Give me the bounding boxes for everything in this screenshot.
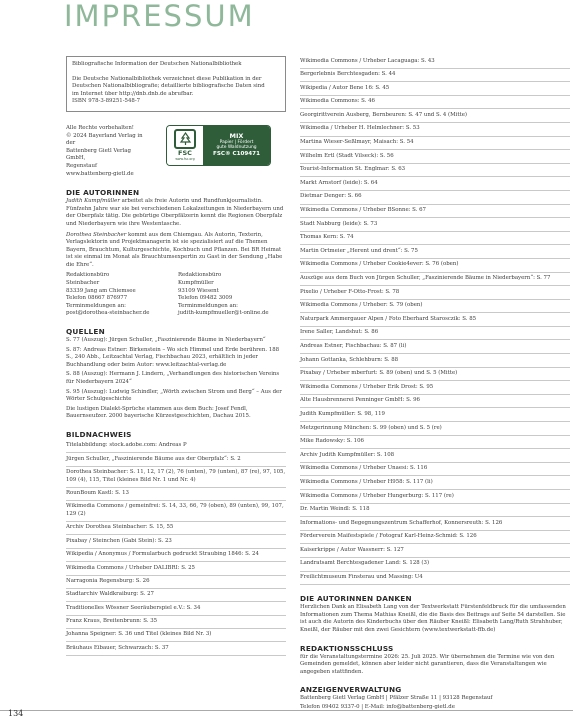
rights-row xyxy=(66,125,286,178)
publisher-city: Regenstauf xyxy=(66,162,97,169)
credit-item: Traditionelles Wössner Seeräuberspiel e.V.: S. 34 xyxy=(66,602,286,615)
credit-item: Wikimedia Commons / Urheber: S. 79 (oben) xyxy=(300,300,570,314)
page-title: IMPRESSUM xyxy=(64,0,255,33)
page-number: 134 xyxy=(8,709,24,718)
credit-item: Wikipedia / Anonymus / Formularbuch gedruckt Straubing 1846: S. 24 xyxy=(66,549,286,562)
bildnachweis-section xyxy=(66,430,286,656)
credit-item: Wikimedia Commons / Urheber Hungerburg: S. 117 (re) xyxy=(300,490,570,504)
credit-item: Wikimedia Commons / Urheber Cookie4ever: S. 76 (oben) xyxy=(300,259,570,273)
autorinnen-section xyxy=(66,188,286,318)
section-heading: QUELLEN xyxy=(66,327,105,337)
section-heading: ANZEIGENVERWALTUNG xyxy=(300,685,402,695)
credit-item: Kaiserkrippe / Autor Wassnerr: S. 127 xyxy=(300,544,570,558)
section-heading: DIE AUTORINNEN xyxy=(66,188,140,198)
credit-item: Thomas Kern: S. 74 xyxy=(300,232,570,246)
credit-item: Wikimedia Commons / Urheber Lacaguaga: S. 43 xyxy=(300,55,570,69)
credit-item: Jürgen Schuller, „Faszinierende Bäume aus der Oberpfalz“: S. 2 xyxy=(66,453,286,466)
ad-address: Battenberg Gietl Verlag GmbH | Pfälzer Straße 11 | 93128 Regenstauf xyxy=(300,695,493,702)
contact-kumpfmueller: Redaktionsbüro Kumpfmüller 93109 Wiesent Telefon 09482 3009 Terminmeldungen an: judith-kumpfmueller@t-online.de xyxy=(178,272,269,317)
fsc-url: www.fsc.org xyxy=(175,157,195,162)
credit-item: Dorothea Steinbacher: S. 11, 12, 17 (2), 76 (unten), 79 (unten), 87 (re), 97, 105, 109 (4), 115, Titel (kleines Bild Nr. 1 und Nr. 4) xyxy=(66,467,286,488)
isbn: ISBN 978-3-89251-548-7 xyxy=(72,98,141,105)
source-item: S. 77 (Auszug): Jürgen Schuller, „Faszinierende Bäume in Niederbayern“ xyxy=(66,337,266,344)
deadline-text: für die Veranstaltungstermine 2026: 25. Juli 2025. Wir übernehmen die Termine wie von den Gemeinden gemeldet, können aber leider nicht garantieren, dass die Veranstaltungen wie angegeben stattfinden. xyxy=(300,653,555,675)
fsc-brand: FSC xyxy=(178,149,192,158)
credit-item: Landratsamt Berchtesgadener Land: S. 128 (3) xyxy=(300,558,570,572)
credit-item: Stadt Nabburg (leide): S. 73 xyxy=(300,218,570,232)
credit-item: Informations- und Begegnungszentrum Schafferhof, Konnersreuth: S. 126 xyxy=(300,517,570,531)
credit-item: Martina Wieser-Seßlmayr, Maisach: S. 54 xyxy=(300,137,570,151)
footer-rule xyxy=(0,710,573,711)
author-name: Dorothea Steinbacher xyxy=(66,231,127,238)
credit-item: Stadtarchiv Waldkraiburg: S. 27 xyxy=(66,589,286,602)
credit-item: Judith Kumpfmüller: S. 98, 119 xyxy=(300,408,570,422)
biblio-line: im Internet über http://dnb.dnb.de abrufbar. xyxy=(72,90,194,97)
rights-line: Alle Rechte vorbehalten! xyxy=(66,124,134,131)
credit-item: Wikimedia / Urheber H. Helmlechner: S. 53 xyxy=(300,123,570,137)
source-item: S. 95 (Auszug): Ludwig Schindler, „Wörth zwischen Strom und Berg“ – Aus der Wörter Schulgeschichte xyxy=(66,388,282,403)
ad-contact: Telefon 09402 9337-0 | E-Mail: info@battenberg-gietl.de xyxy=(300,703,455,710)
credit-item: Freilichtmuseum Finsterau und Massing: U4 xyxy=(300,572,570,586)
redaktionsschluss-section xyxy=(300,644,570,677)
author-name: Judith Kumpfmüller xyxy=(66,198,120,205)
credit-item: Narragonia Regensburg: S. 26 xyxy=(66,576,286,589)
credit-item: Wikimedia Commons / gemeinfrei: S. 14, 33, 66, 79 (oben), 89 (unten), 99, 107, 129 (2) xyxy=(66,501,286,522)
credit-item: Archiv Dorothea Steinbacher: S. 15, 55 xyxy=(66,522,286,535)
credit-item: Irene Saller, Landshut: S. 86 xyxy=(300,327,570,341)
bibliographic-info-box xyxy=(66,56,286,112)
picture-credits-continued xyxy=(300,55,570,585)
credit-item: Franz Kraus, Breitenbrunn: S. 35 xyxy=(66,616,286,629)
author-contacts xyxy=(66,272,286,318)
credit-item: Wikimedia Commons: S. 46 xyxy=(300,96,570,110)
fsc-sub: Papier | Fördert xyxy=(219,139,254,145)
biblio-line: Die Deutsche Nationalbibliothek verzeichnet diese Publikation in der xyxy=(72,75,262,82)
anzeigen-section xyxy=(300,685,570,711)
fsc-mix: MIX xyxy=(229,131,244,140)
credit-item: Markt Arnstorf (leide): S. 64 xyxy=(300,177,570,191)
credit-item: Pixabay / Steinchen (Gabi Stein): S. 23 xyxy=(66,535,286,548)
source-item: Die lustigen Dialekt-Sprüche stammen aus dem Buch: Josef Fendl, Bauernseufzer. 2000 bayerische Kürzestgeschichten, Dachau 2015. xyxy=(66,405,251,420)
credit-item: Bergerlebnis Berchtesgaden: S. 44 xyxy=(300,69,570,83)
credit-item: Wikimedia Commons / Urheber Erik Drost: S. 95 xyxy=(300,381,570,395)
credit-item: Metzgerinnung München: S. 99 (oben) und S. 5 (re) xyxy=(300,422,570,436)
credit-item: Bräuhaus Eibauer, Schwarzach: S. 37 xyxy=(66,642,286,655)
fsc-sub: gute Waldnutzung xyxy=(216,144,257,150)
credit-item: Wikimedia Commons / Urheber BSonne: S. 67 xyxy=(300,205,570,219)
publisher-line: Battenberg Gietl Verlag GmbH, xyxy=(66,147,131,162)
credit-item: Andreas Estner, Fischbachau: S. 87 (li) xyxy=(300,340,570,354)
author-bio: Judith Kumpfmüller arbeitet als freie Autorin und Rundfunkjournalistin. Fünfzehn Jahre war sie bei verschiedenen Lokalzeitungen in Niederbayern und der Oberpfalz tätig. Die gebürtige Oberpfälzerin kennt die Regionen Oberpfalz und Niederbayern wie ihre Westentasche. xyxy=(66,198,284,227)
credit-item: Titelabbildung: stock.adobe.com: Andreas P xyxy=(66,440,286,453)
section-heading: DIE AUTORINNEN DANKEN xyxy=(300,594,412,604)
fsc-tree-icon xyxy=(174,129,196,149)
credit-item: Alte Hausbrennerei Penninger GmbH: S. 96 xyxy=(300,395,570,409)
fsc-mix-label xyxy=(166,125,271,166)
fsc-code: FSC® C109471 xyxy=(213,150,260,157)
credit-item: Wikipedia / Autor Bene 16: S. 45 xyxy=(300,82,570,96)
source-item: S. 88 (Auszug): Hermann J. Lindern, „Verhandlungen des historischen Vereins für Niederbayern 2024“ xyxy=(66,371,280,385)
section-heading: REDAKTIONSSCHLUSS xyxy=(300,643,394,653)
left-column xyxy=(66,56,286,656)
credit-item: Archiv Judith Kumpfmüller: S. 108 xyxy=(300,449,570,463)
credit-item: Mike Radowsky: S. 106 xyxy=(300,436,570,450)
author-bio: Dorothea Steinbacher kommt aus dem Chiemgau. Als Autorin, Texterin, Verlagslektorin und Projektmanagerin ist sie spezialisiert auf die Themen Bayern, Brauchtum, Kulturgeschichte, Kochbuch und Pflanzen. Bei BR Heimat ist sie einmal im Monat als Brauchtumsexpertin zu Gast in der Sendung „Habe die Ehre“. xyxy=(66,231,283,268)
credit-item: Georgirittverein Ausberg, Bernbeuren: S. 47 und S. 4 (Mitte) xyxy=(300,109,570,123)
quellen-section xyxy=(66,327,286,421)
biblio-heading: Bibliografische Information der Deutschen Nationalbibliothek xyxy=(72,61,242,67)
danken-section xyxy=(300,594,570,634)
credit-item: Pixabay / Urheber mberfurt: S. 89 (oben) und S. 5 (Mitte) xyxy=(300,368,570,382)
credit-item: Johanna Speigner: S. 36 und Titel (kleines Bild Nr. 3) xyxy=(66,629,286,642)
credit-item: Förderverein Maifestspiele / Fotograf Karl-Heinz-Schmid: S. 126 xyxy=(300,531,570,545)
credit-item: Wikimedia Commons / Urheber H958: S. 117 (li) xyxy=(300,476,570,490)
publisher-url: www.battenberg-gietl.de xyxy=(66,170,134,177)
biblio-line: Deutschen Nationalbibliografie; detaillierte bibliografische Daten sind xyxy=(72,83,265,90)
credit-item: Dr. Martin Weindl: S. 118 xyxy=(300,504,570,518)
contact-steinbacher: Redaktionsbüro Steinbacher 83339 Jang am Chiemsee Telefon 08667 876977 Terminmeldungen an: post@dorothea-steinbacher.de xyxy=(66,272,150,317)
credit-item: RounBoum Kastl: S. 13 xyxy=(66,488,286,501)
credit-item: Auszüge aus dem Buch von Jürgen Schuller, „Faszinierende Bäume in Niederbayern“: S. 77 xyxy=(300,273,570,287)
credit-item: Johann Gottanka, Schlehburn: S. 88 xyxy=(300,354,570,368)
copyright-line: © 2024 Bayerland Verlag in der xyxy=(66,132,143,147)
credit-item: Naturpark Ammergauer Alpen / Foto Eberhard Starosczik: S. 85 xyxy=(300,313,570,327)
credit-item: Martin Ortmeier „Herent und drent“: S. 75 xyxy=(300,245,570,259)
credit-item: Wilhelm Ertl (Stadt Vilseck): S. 56 xyxy=(300,150,570,164)
thanks-text: Herzlichen Dank an Elisabeth Lang von der Textwerkstatt Fürstenfeldbruck für die umfassenden Informationen zum Thema Mathias Kneißl, die die Basis des Beitrags auf Seite 54 darstellen. Sie ist auch die Autorin des Kinderbuchs über den Räuber Kneißl: Elisabeth Lang/Ruth Strahhuber, Kneißl, der Räuber mit den zwei Gesichtern (www.textwerkstatt-ffb.de) xyxy=(300,604,566,633)
rights-text xyxy=(66,125,148,178)
right-column xyxy=(300,55,570,712)
credit-item: Pixelio / Urheber F-Otto-Frost: S. 78 xyxy=(300,286,570,300)
credit-item: Wikimedia Commons / Urheber DALIBRI: S. 25 xyxy=(66,562,286,575)
credit-item: Tourist-Information St. Englmar: S. 63 xyxy=(300,164,570,178)
credit-item: Dietmar Denger: S. 66 xyxy=(300,191,570,205)
source-item: S. 87: Andreas Estner: Birkenstein – Wo sich Himmel und Erde berühren. 188 S., 240 Abb., Leitzachtal Verlag, Fischbachau 2023, erhältlich in jeder Buchhandlung oder beim Autor: www.leitzachtal-verlag.de xyxy=(66,346,280,368)
credit-item: Wikimedia Commons / Urheber Unaesi: S. 116 xyxy=(300,463,570,477)
section-heading: BILDNACHWEIS xyxy=(66,429,132,439)
